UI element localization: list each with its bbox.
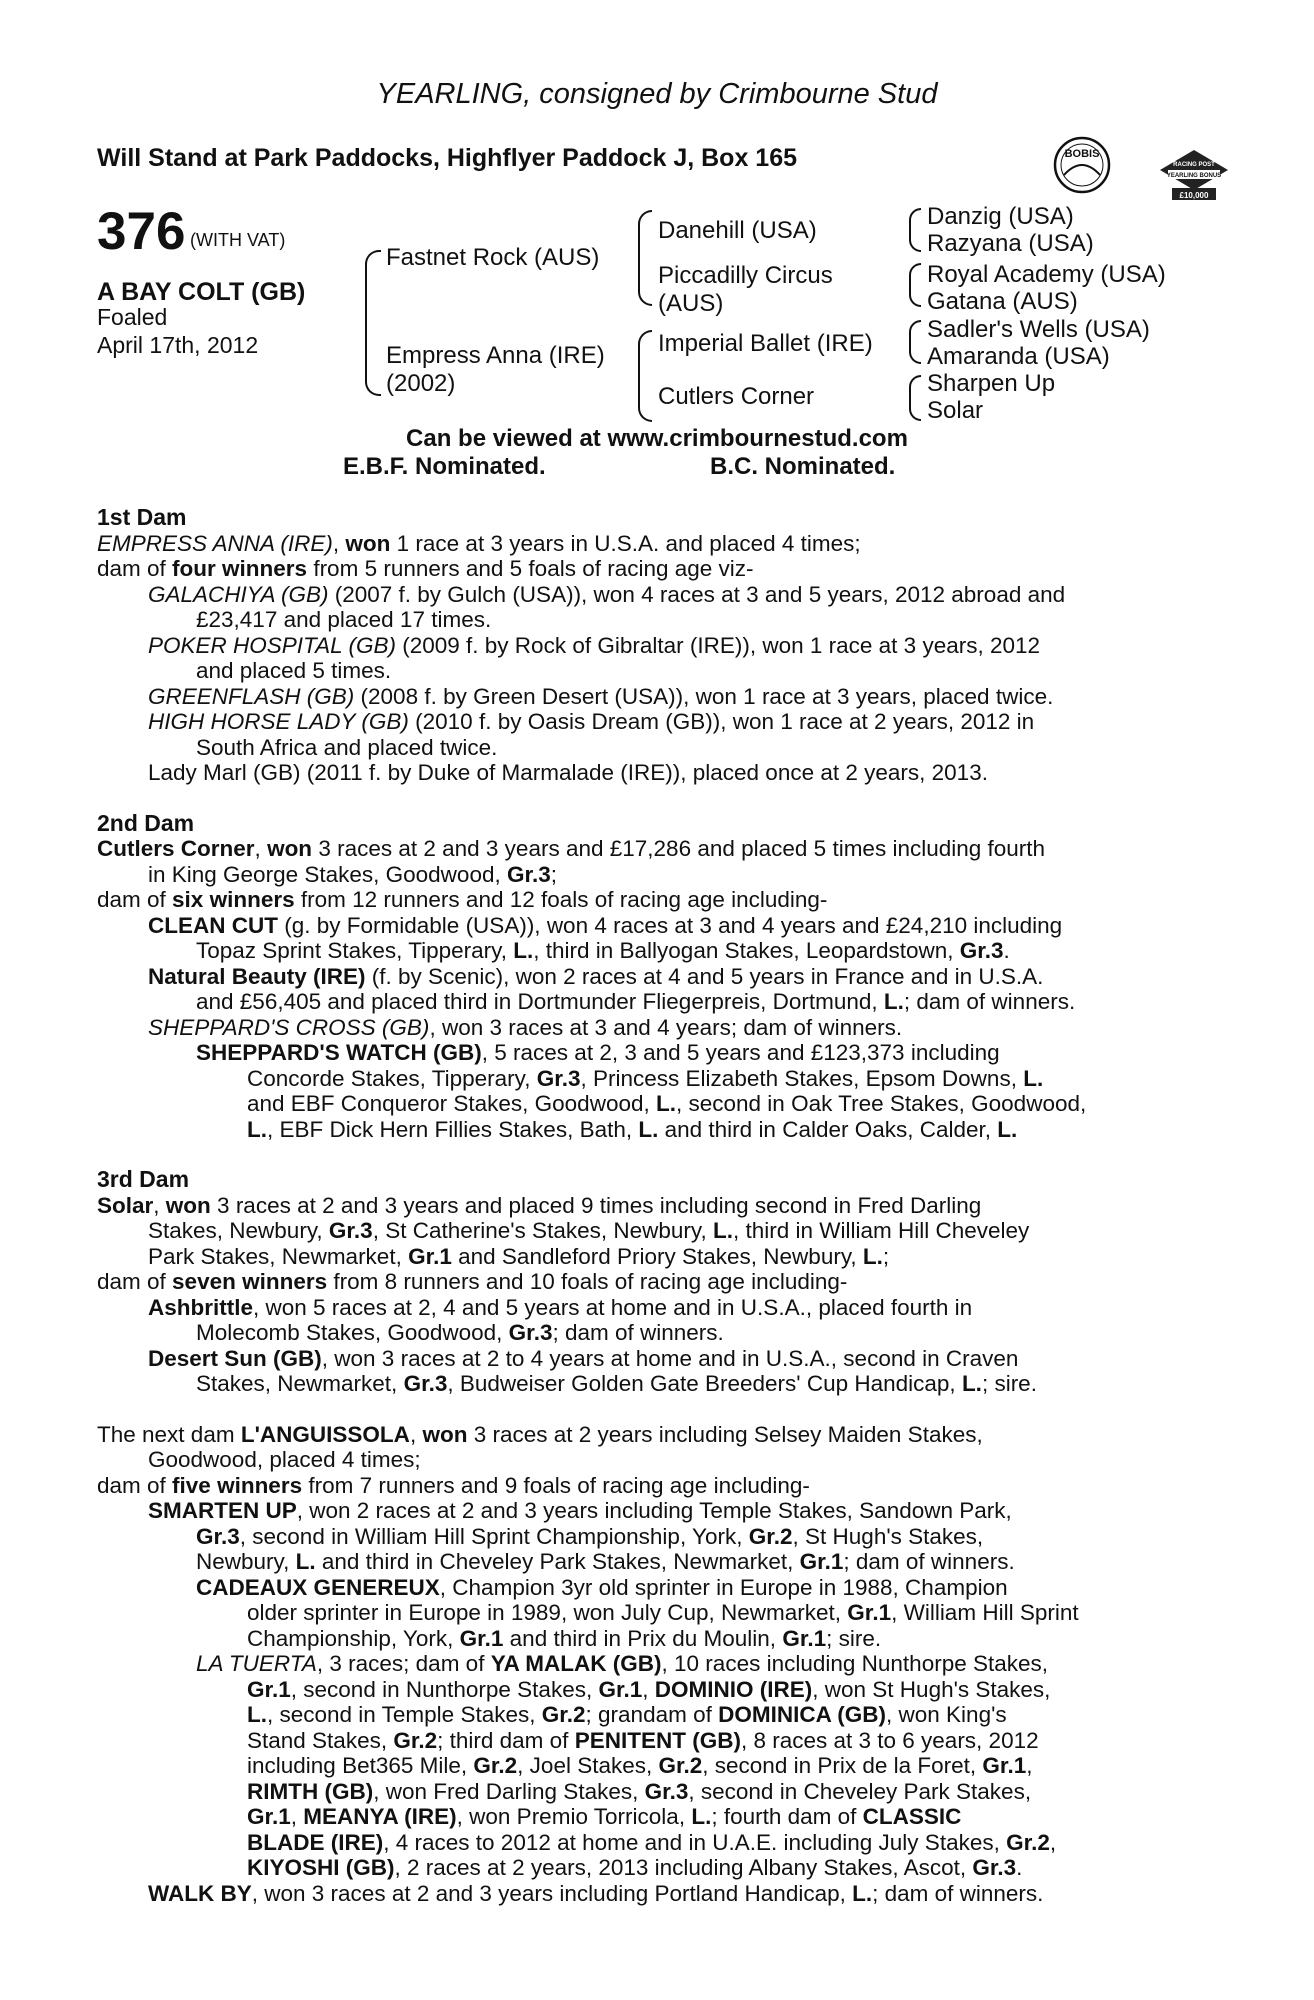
pedigree-brace-ds: [909, 320, 921, 364]
first-dam-l3: GALACHIYA (GB) (2007 f. by Gulch (USA)), won 4 races at 3 and 5 years, 2012 abroad and: [148, 581, 1066, 607]
next-dam-l3: dam of five winners from 7 runners and 9 foals of racing age including-: [97, 1472, 810, 1498]
first-dam-l4: £23,417 and placed 17 times.: [196, 607, 492, 632]
pedigree-sss: Danzig (USA): [927, 203, 1074, 230]
pedigree-sire: Fastnet Rock (AUS): [386, 244, 600, 271]
bobis-badge: [1052, 135, 1112, 195]
next-dam-l15: RIMTH (GB), won Fred Darling Stakes, Gr.3, second in Cheveley Park Stakes,: [247, 1778, 1032, 1804]
second-dam-l8: SHEPPARD'S CROSS (GB), won 3 races at 3 and 4 years; dam of winners.: [148, 1014, 903, 1040]
next-dam-l6: Newbury, L. and third in Cheveley Park Stakes, Newmarket, Gr.1; dam of winners.: [196, 1549, 1015, 1574]
next-dam-l12: L., second in Temple Stakes, Gr.2; grandam of DOMINICA (GB), won King's: [247, 1702, 1007, 1727]
second-dam-l11: and EBF Conqueror Stakes, Goodwood, L., second in Oak Tree Stakes, Goodwood,: [247, 1091, 1087, 1116]
pedigree-sds: Royal Academy (USA): [927, 261, 1166, 288]
first-dam-l9: South Africa and placed twice.: [196, 734, 498, 760]
pedigree-brace-ss: [909, 208, 921, 252]
next-dam-l18: KIYOSHI (GB), 2 races at 2 years, 2013 including Albany Stakes, Ascot, Gr.3.: [247, 1855, 1023, 1880]
next-dam-l16: Gr.1, MEANYA (IRE), won Premio Torricola, L.; fourth dam of CLASSIC: [247, 1804, 962, 1829]
third-dam-l5: Ashbrittle, won 5 races at 2, 4 and 5 years at home and in U.S.A., placed fourth in: [148, 1294, 973, 1320]
rp-amount-text: £10,000: [1179, 191, 1209, 200]
rp-top-text: RACING POST: [1173, 162, 1215, 168]
pedigree-dam: Empress Anna (IRE): [386, 342, 605, 369]
pedigree-brace-sire: [638, 210, 652, 306]
next-dam-l4: SMARTEN UP, won 2 races at 2 and 3 years including Temple Stakes, Sandown Park,: [148, 1498, 1012, 1523]
viewing-note: Can be viewed at www.crimbournestud.com: [406, 425, 908, 452]
bc-nominated: B.C. Nominated.: [710, 453, 896, 480]
pedigree-sdd: Gatana (AUS): [927, 288, 1078, 315]
rp-mid-text: YEARLING BONUS: [1166, 173, 1222, 179]
next-dam-l7: CADEAUX GENEREUX, Champion 3yr old sprinter in Europe in 1988, Champion: [196, 1574, 1008, 1600]
pedigree-dss: Sadler's Wells (USA): [927, 316, 1150, 343]
second-dam-l10: Concorde Stakes, Tipperary, Gr.3, Princess Elizabeth Stakes, Epsom Downs, L.: [247, 1065, 1044, 1091]
pedigree-ddd: Solar: [927, 397, 984, 424]
second-dam-l7: and £56,405 and placed third in Dortmunder Fliegerpreis, Dortmund, L.; dam of winners.: [196, 989, 1076, 1014]
pedigree-dam-dam: Cutlers Corner: [658, 383, 815, 410]
next-dam-l5: Gr.3, second in William Hill Sprint Championship, York, Gr.2, St Hugh's Stakes,: [196, 1523, 984, 1549]
second-dam-l2: in King George Stakes, Goodwood, Gr.3;: [148, 861, 558, 887]
next-dam-l8: older sprinter in Europe in 1989, won July Cup, Newmarket, Gr.1, William Hill Sprint: [247, 1600, 1079, 1625]
first-dam-l1: EMPRESS ANNA (IRE), won 1 race at 3 years in U.S.A. and placed 4 times;: [97, 530, 861, 556]
third-dam-l3: Park Stakes, Newmarket, Gr.1 and Sandleford Priory Stakes, Newbury, L.;: [148, 1243, 890, 1269]
pedigree-brace-sd: [909, 263, 921, 307]
pedigree-brace-dam: [638, 330, 652, 422]
second-dam-l9: SHEPPARD'S WATCH (GB), 5 races at 2, 3 and 5 years and £123,373 including: [196, 1040, 1000, 1065]
second-dam-l4: CLEAN CUT (g. by Formidable (USA)), won 4 races at 3 and 4 years and £24,210 including: [148, 912, 1063, 938]
pedigree-ssd: Razyana (USA): [927, 230, 1094, 257]
pedigree-sire-dam-country: (AUS): [658, 290, 724, 317]
racing-post-bonus-badge: [1158, 146, 1230, 202]
lot-title: A BAY COLT (GB): [97, 278, 306, 306]
pedigree-brace-main: [365, 250, 381, 396]
lot-number: 376: [97, 202, 186, 261]
third-dam-l2: Stakes, Newbury, Gr.3, St Catherine's Stakes, Newbury, L., third in William Hill Cheveley: [148, 1218, 1030, 1243]
first-dam-l8: HIGH HORSE LADY (GB) (2010 f. by Oasis Dream (GB)), won 1 race at 2 years, 2012 in: [148, 709, 1035, 734]
second-dam-l12: L., EBF Dick Hern Fillies Stakes, Bath, L. and third in Calder Oaks, Calder, L.: [247, 1116, 1018, 1142]
first-dam-l5: POKER HOSPITAL (GB) (2009 f. by Rock of Gibraltar (IRE)), won 1 race at 3 years, 2012: [148, 632, 1041, 658]
next-dam-l14: including Bet365 Mile, Gr.2, Joel Stakes, Gr.2, second in Prix de la Foret, Gr.1,: [247, 1753, 1033, 1778]
pedigree-sire-dam: Piccadilly Circus: [658, 262, 833, 289]
first-dam-l10: Lady Marl (GB) (2011 f. by Duke of Marmalade (IRE)), placed once at 2 years, 2013.: [148, 760, 988, 785]
first-dam-l7: GREENFLASH (GB) (2008 f. by Green Desert (USA)), won 1 race at 3 years, placed twice.: [148, 683, 1054, 709]
foaled-label: Foaled: [97, 304, 168, 330]
pedigree-dam-sire: Imperial Ballet (IRE): [658, 330, 873, 357]
next-dam-l2: Goodwood, placed 4 times;: [148, 1447, 421, 1472]
next-dam-l19: WALK BY, won 3 races at 2 and 3 years including Portland Handicap, L.; dam of winners.: [148, 1880, 1044, 1906]
next-dam-l11: Gr.1, second in Nunthorpe Stakes, Gr.1, DOMINIO (IRE), won St Hugh's Stakes,: [247, 1676, 1051, 1702]
second-dam-l6: Natural Beauty (IRE) (f. by Scenic), won 2 races at 4 and 5 years in France and in U.S.A.: [148, 963, 1044, 989]
consignment-title: YEARLING, consigned by Crimbourne Stud: [376, 78, 938, 110]
third-dam-heading: 3rd Dam: [97, 1166, 190, 1192]
pedigree-dsd: Amaranda (USA): [927, 343, 1110, 370]
second-dam-l1: Cutlers Corner, won 3 races at 2 and 3 years and £17,286 and placed 5 times including fourth: [97, 836, 1046, 861]
ebf-nominated: E.B.F. Nominated.: [343, 453, 546, 480]
bobis-text: BOBIS: [1064, 148, 1100, 160]
next-dam-l10: LA TUERTA, 3 races; dam of YA MALAK (GB), 10 races including Nunthorpe Stakes,: [196, 1651, 1049, 1676]
foaled-date: April 17th, 2012: [97, 332, 259, 358]
second-dam-heading: 2nd Dam: [97, 809, 195, 836]
third-dam-l4: dam of seven winners from 8 runners and 10 foals of racing age including-: [97, 1269, 848, 1294]
third-dam-l7: Desert Sun (GB), won 3 races at 2 to 4 years at home and in U.S.A., second in Craven: [148, 1345, 1019, 1371]
stand-location: Will Stand at Park Paddocks, Highflyer Paddock J, Box 165: [97, 144, 797, 172]
third-dam-l8: Stakes, Newmarket, Gr.3, Budweiser Golden Gate Breeders' Cup Handicap, L.; sire.: [196, 1371, 1037, 1396]
first-dam-l2: dam of four winners from 5 runners and 5 foals of racing age viz-: [97, 556, 754, 581]
second-dam-l5: Topaz Sprint Stakes, Tipperary, L., third in Ballyogan Stakes, Leopardstown, Gr.3.: [196, 938, 1010, 963]
catalogue-body: [97, 505, 1202, 1906]
next-dam-l13: Stand Stakes, Gr.2; third dam of PENITENT (GB), 8 races at 3 to 6 years, 2012: [247, 1727, 1039, 1753]
vat-label: (WITH VAT): [190, 230, 286, 250]
next-dam-l1: The next dam L'ANGUISSOLA, won 3 races at 2 years including Selsey Maiden Stakes,: [97, 1421, 983, 1447]
next-dam-l17: BLADE (IRE), 4 races to 2012 at home and in U.A.E. including July Stakes, Gr.2,: [247, 1829, 1057, 1855]
third-dam-l1: Solar, won 3 races at 2 and 3 years and placed 9 times including second in Fred Darling: [97, 1192, 982, 1218]
third-dam-l6: Molecomb Stakes, Goodwood, Gr.3; dam of winners.: [196, 1320, 724, 1345]
pedigree-brace-dd: [909, 375, 921, 421]
pedigree-dam-year: (2002): [386, 370, 456, 397]
first-dam-l6: and placed 5 times.: [196, 658, 392, 683]
second-dam-l3: dam of six winners from 12 runners and 12 foals of racing age including-: [97, 887, 828, 912]
next-dam-l9: Championship, York, Gr.1 and third in Prix du Moulin, Gr.1; sire.: [247, 1625, 882, 1651]
first-dam-heading: 1st Dam: [97, 504, 187, 530]
pedigree-sire-sire: Danehill (USA): [658, 217, 817, 244]
pedigree-dds: Sharpen Up: [927, 370, 1056, 397]
